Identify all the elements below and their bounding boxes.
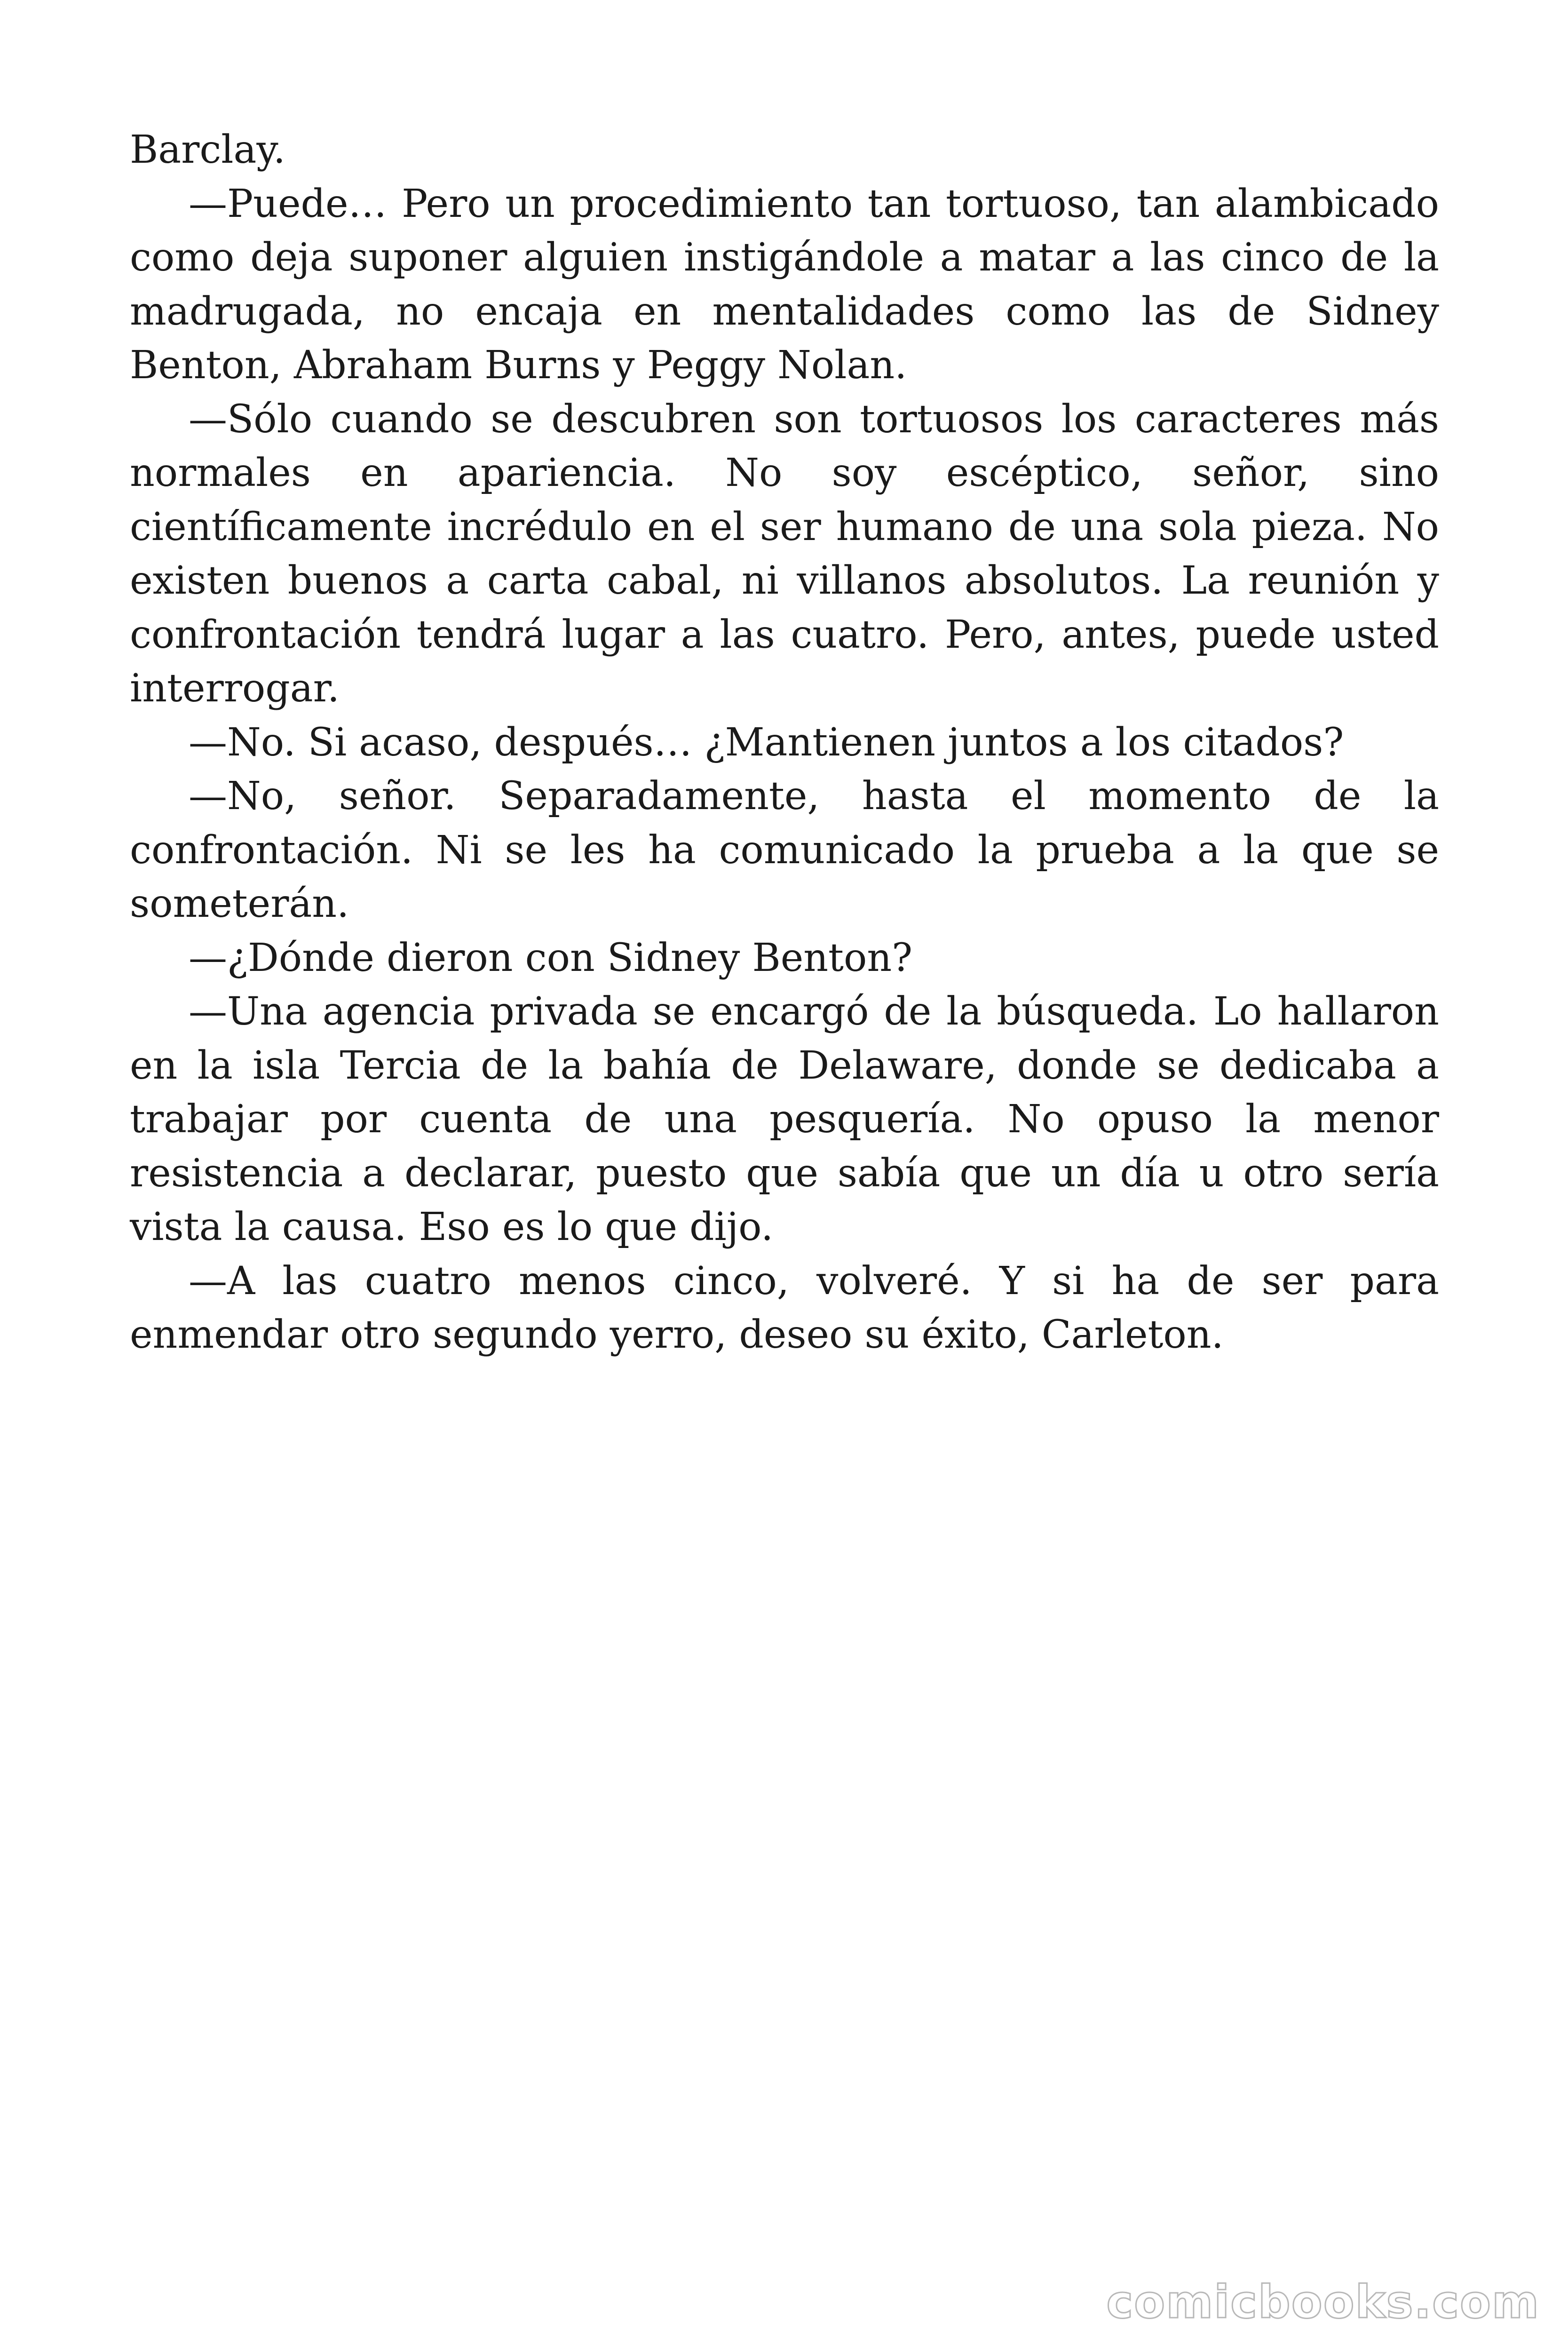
paragraph: —Puede… Pero un procedimiento tan tortuoso, tan alambicado como deja suponer alguien instigándole a matar a las cinco de la madrugada, no encaja en mentalidades como las de Sidney Benton, Abraham Burns y Peggy Nolan.	[130, 181, 1439, 388]
paragraph: —Una agencia privada se encargó de la búsqueda. Lo hallaron en la isla Tercia de la bahía de Delaware, donde se dedicaba a trabajar por cuenta de una pesquería. No opuso la menor resistencia a declarar, puesto que sabía que un día u otro sería vista la causa. Eso es lo que dijo.	[130, 989, 1439, 1249]
body-text	[130, 123, 1439, 1362]
paragraph: —No. Si acaso, después… ¿Mantienen juntos a los citados?	[189, 720, 1344, 765]
paragraph: —A las cuatro menos cinco, volveré. Y si ha de ser para enmendar otro segundo yerro, deseo su éxito, Carleton.	[130, 1258, 1439, 1357]
paragraph: Barclay.	[130, 127, 285, 172]
paragraph: —Sólo cuando se descubren son tortuosos los caracteres más normales en apariencia. No soy escéptico, señor, sino científicamente incrédulo en el ser humano de una sola pieza. No existen buenos a carta cabal, ni villanos absolutos. La reunión y confrontación tendrá lugar a las cuatro. Pero, antes, puede usted interrogar.	[130, 397, 1439, 711]
paragraph: —No, señor. Separadamente, hasta el momento de la confrontación. Ni se les ha comunicado la prueba a la que se someterán.	[130, 774, 1439, 926]
paragraph: —¿Dónde dieron con Sidney Benton?	[189, 935, 913, 980]
watermark: comicbooks.com	[1106, 2276, 1540, 2328]
